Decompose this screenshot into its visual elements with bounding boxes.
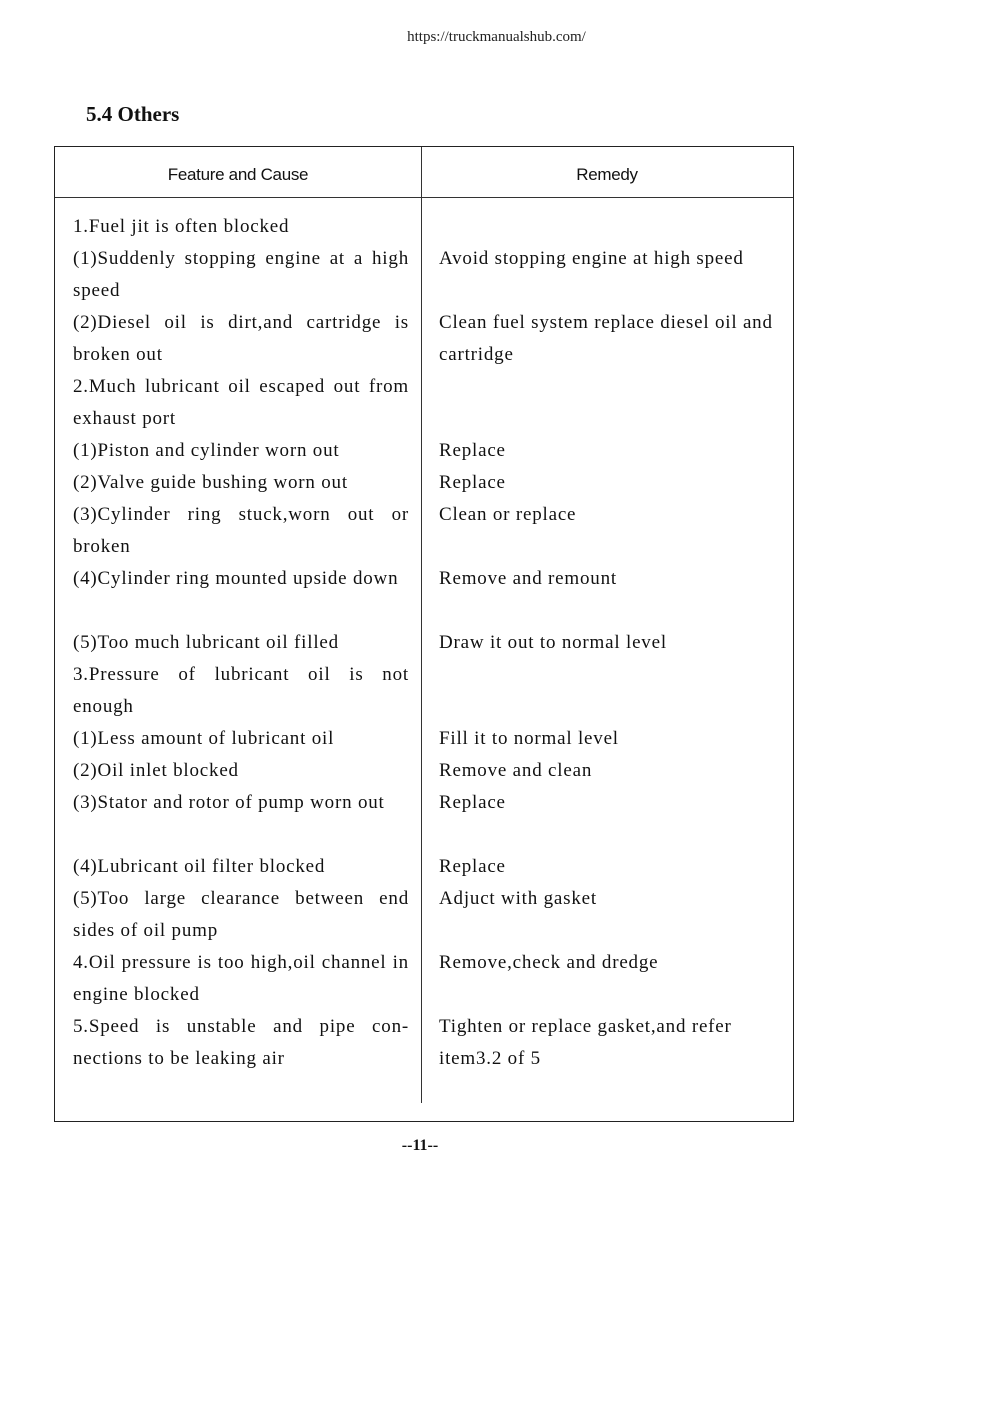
cause-cell: 4.Oil pressure is too high,oil channel in engine blocked xyxy=(73,952,409,1005)
cause-cell: (2)Oil inlet blocked xyxy=(73,760,239,781)
remedy-cell: Replace xyxy=(439,792,506,813)
remedy-cell: Fill it to normal level xyxy=(439,728,619,749)
remedy-cell: Remove and remount xyxy=(439,568,617,589)
remedy-cell: Remove and clean xyxy=(439,760,593,781)
troubleshooting-table xyxy=(54,146,794,1122)
remedy-cell: Clean or replace xyxy=(439,504,577,525)
cause-cell: (2)Diesel oil is dirt,and cartridge is broken out xyxy=(73,312,409,365)
remedy-cell: Tighten or replace gasket,and refer item3.2 of 5 xyxy=(439,1016,732,1069)
remedy-cell: Avoid stopping engine at high speed xyxy=(439,248,744,269)
remedy-cell: Clean fuel system replace diesel oil and cartridge xyxy=(439,312,773,365)
cause-cell: 5.Speed is unstable and pipe con-nections to be leaking air xyxy=(73,1016,409,1069)
remedy-cell: Draw it out to normal level xyxy=(439,632,667,653)
column-header-remedy: Remedy xyxy=(576,165,638,184)
cause-cell: (2)Valve guide bushing worn out xyxy=(73,472,348,493)
cause-cell: (5)Too large clearance between end sides of oil pump xyxy=(73,888,409,941)
remedy-cell: Replace xyxy=(439,472,506,493)
cause-cell: (4)Cylinder ring mounted upside down xyxy=(73,568,399,589)
cause-cell: 2.Much lubricant oil escaped out from exhaust port xyxy=(73,376,409,429)
page-number: --11-- xyxy=(401,1137,439,1154)
column-divider xyxy=(421,147,422,1103)
cause-cell: (1)Suddenly stopping engine at a high speed xyxy=(73,248,409,301)
remedy-cell: Replace xyxy=(439,856,506,877)
cause-cell: 3.Pressure of lubricant oil is not enough xyxy=(73,664,409,717)
cause-cell: (1)Less amount of lubricant oil xyxy=(73,728,335,749)
cause-cell: 1.Fuel jit is often blocked xyxy=(73,216,290,237)
remedy-cell: Replace xyxy=(439,440,506,461)
cause-cell: (4)Lubricant oil filter blocked xyxy=(73,856,326,877)
header-url: https://truckmanualshub.com/ xyxy=(407,29,586,45)
remedy-cell: Remove,check and dredge xyxy=(439,952,659,973)
cause-cell: (3)Stator and rotor of pump worn out xyxy=(73,792,385,813)
column-header-cause: Feature and Cause xyxy=(167,165,309,184)
cause-cell: (1)Piston and cylinder worn out xyxy=(73,440,340,461)
cause-cell: (3)Cylinder ring stuck,worn out or broken xyxy=(73,504,409,557)
section-title: 5.4 Others xyxy=(86,102,180,126)
remedy-cell: Adjuct with gasket xyxy=(439,888,597,909)
cause-cell: (5)Too much lubricant oil filled xyxy=(73,632,339,653)
header-divider xyxy=(55,197,793,198)
